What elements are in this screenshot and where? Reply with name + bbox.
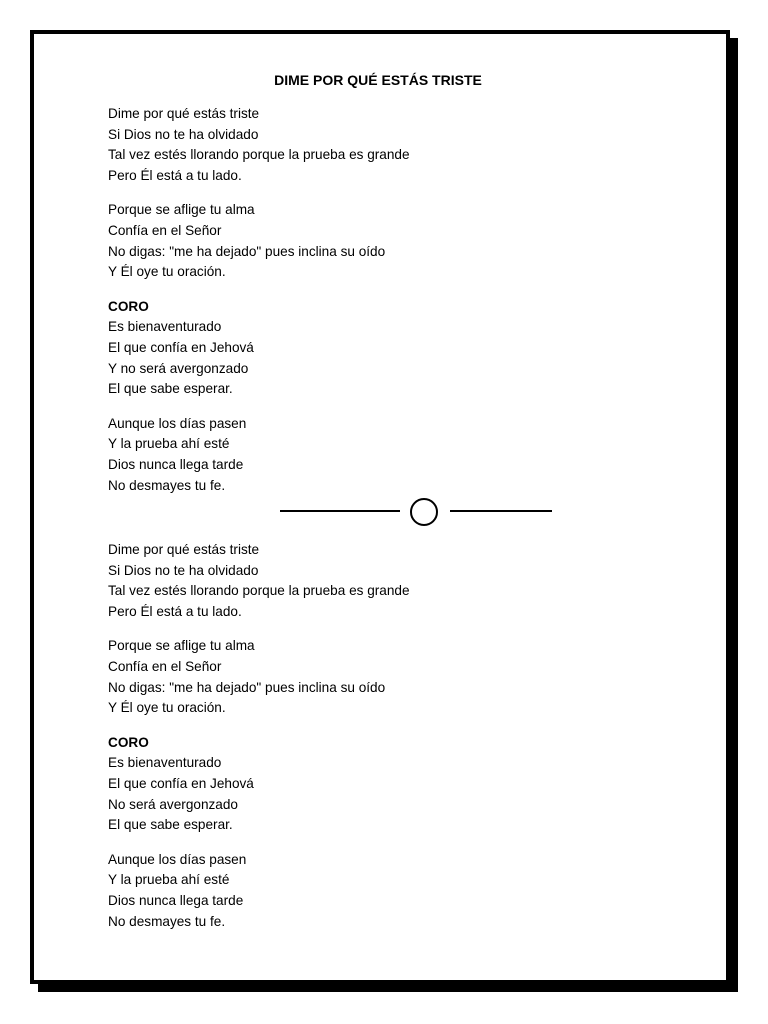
verse-stanza <box>108 104 668 186</box>
verse-stanza <box>108 540 668 622</box>
lyric-line: No desmayes tu fe. <box>108 913 226 929</box>
lyric-line: Dime por qué estás triste <box>108 542 260 558</box>
chorus-stanza <box>108 733 668 836</box>
lyric-line: Y Él oye tu oración. <box>108 264 226 280</box>
lyric-line: Y la prueba ahí esté <box>108 436 230 452</box>
lyrics-page <box>30 30 730 984</box>
lyric-line: Si Dios no te ha olvidado <box>108 126 259 142</box>
circle-ornament-icon <box>410 498 438 526</box>
lyrics-content <box>108 70 668 932</box>
lyric-line: Dios nunca llega tarde <box>108 893 244 908</box>
verse-stanza <box>108 850 668 932</box>
chorus-label: CORO <box>108 298 149 314</box>
lyric-line: No digas: "me ha dejado" pues inclina su oído <box>108 679 386 695</box>
lyric-line: Y no será avergonzado <box>108 360 249 376</box>
lyric-line: Tal vez estés llorando porque la prueba es grande <box>108 147 410 163</box>
lyric-line: Es bienaventurado <box>108 319 222 335</box>
lyric-line: Si Dios no te ha olvidado <box>108 562 259 578</box>
lyrics-section-first <box>108 104 668 496</box>
lyric-line: Es bienaventurado <box>108 755 222 771</box>
lyric-line: El que sabe esperar. <box>108 381 233 397</box>
song-title: DIME POR QUÉ ESTÁS TRISTE <box>274 72 482 88</box>
lyric-line: Porque se aflige tu alma <box>108 202 255 218</box>
verse-stanza <box>108 200 668 282</box>
divider-rule-left <box>280 510 400 512</box>
section-divider <box>108 498 668 526</box>
lyric-line: Y la prueba ahí esté <box>108 872 230 888</box>
verse-stanza <box>108 414 668 496</box>
divider-rule-right <box>450 510 552 512</box>
lyric-line: No será avergonzado <box>108 796 238 812</box>
verse-stanza <box>108 636 668 718</box>
lyric-line: Dime por qué estás triste <box>108 106 260 121</box>
lyric-line: Pero Él está a tu lado. <box>108 603 242 619</box>
lyric-line: Y Él oye tu oración. <box>108 700 226 716</box>
lyric-line: Porque se aflige tu alma <box>108 638 255 654</box>
lyric-line: Confía en el Señor <box>108 659 222 675</box>
lyric-line: El que confía en Jehová <box>108 339 254 355</box>
lyric-line: No desmayes tu fe. <box>108 477 226 493</box>
lyric-line: Tal vez estés llorando porque la prueba es grande <box>108 583 410 599</box>
chorus-label: CORO <box>108 734 149 750</box>
lyric-line: No digas: "me ha dejado" pues inclina su oído <box>108 243 386 259</box>
lyric-line: Aunque los días pasen <box>108 415 247 431</box>
lyric-line: Confía en el Señor <box>108 222 222 238</box>
lyrics-section-second <box>108 540 668 932</box>
lyric-line: Aunque los días pasen <box>108 851 247 867</box>
lyric-line: El que confía en Jehová <box>108 776 254 792</box>
lyric-line: El que sabe esperar. <box>108 817 233 833</box>
lyric-line: Dios nunca llega tarde <box>108 456 244 472</box>
chorus-stanza <box>108 297 668 400</box>
lyric-line: Pero Él está a tu lado. <box>108 167 242 183</box>
